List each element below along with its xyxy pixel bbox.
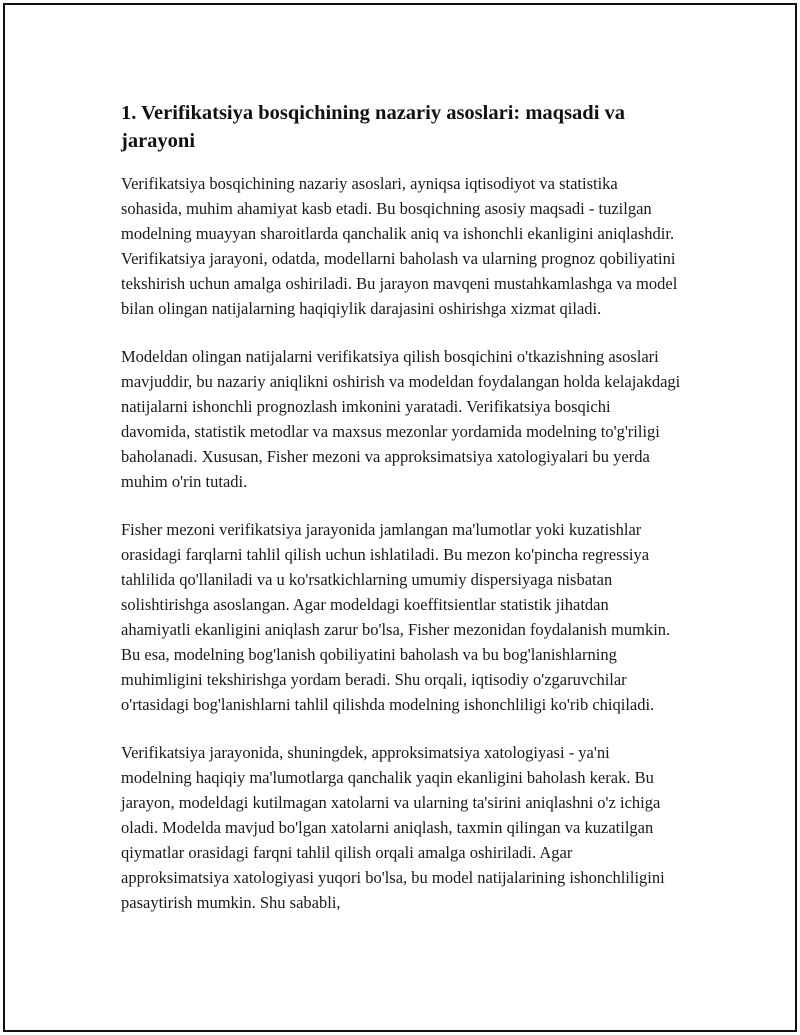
section-heading: 1. Verifikatsiya bosqichining nazariy asoslari: maqsadi va jarayoni xyxy=(121,102,626,152)
page-frame xyxy=(3,3,797,1032)
paragraph: Verifikatsiya bosqichining nazariy asoslari, ayniqsa iqtisodiyot va statistika sohasida, muhim ahamiyat kasb etadi. Bu bosqichning asosiy maqsadi - tuzilgan modelning muayyan sharoitlarda qanchalik aniq va ishonchli ekanligini aniqlashdir. Verifikatsiya jarayoni, odatda, modellarni baholash va ularning prognoz qobiliyatini tekshirish uchun amalga oshiriladi. Bu jarayon mavqeni mustahkamlashga va model bilan olingan natijalarning haqiqiylik darajasini oshirishga xizmat qiladi. xyxy=(121,174,678,318)
paragraph: Verifikatsiya jarayonida, shuningdek, approksimatsiya xatologiyasi - ya'ni modelning haqiqiy ma'lumotlarga qanchalik yaqin ekanligini baholash kerak. Bu jarayon, modeldagi kutilmagan xatolarni va ularning ta'sirini aniqlashni o'z ichiga oladi. Modelda mavjud bo'lgan xatolarni aniqlash, taxmin qilingan va kuzatilgan qiymatlar orasidagi farqni tahlil qilish orqali amalga oshiriladi. Agar approksimatsiya xatologiyasi yuqori bo'lsa, bu model natijalarining ishonchliligini pasaytirish mumkin. Shu sababli, xyxy=(121,743,665,912)
document-body xyxy=(121,99,681,938)
paragraph: Modeldan olingan natijalarni verifikatsiya qilish bosqichini o'tkazishning asoslari mavjuddir, bu nazariy aniqlikni oshirish va modeldan foydalangan holda kelajakdagi natijalarni ishonchli prognozlash imkonini yaratadi. Verifikatsiya bosqichi davomida, statistik metodlar va maxsus mezonlar yordamida modelning to'g'riligi baholanadi. Xususan, Fisher mezoni va approksimatsiya xatologiyalari bu yerda muhim o'rin tutadi. xyxy=(121,347,681,491)
paragraph: Fisher mezoni verifikatsiya jarayonida jamlangan ma'lumotlar yoki kuzatishlar orasidagi farqlarni tahlil qilish uchun ishlatiladi. Bu mezon ko'pincha regressiya tahlilida qo'llaniladi va u ko'rsatkichlarning umumiy dispersiyaga nisbatan solishtirishga asoslangan. Agar modeldagi koeffitsientlar statistik jihatdan ahamiyatli ekanligini aniqlash zarur bo'lsa, Fisher mezonidan foydalanish mumkin. Bu esa, modelning bog'lanish qobiliyatini baholash va bu bog'lanishlarning muhimligini tekshirishga yordam beradi. Shu orqali, iqtisodiy o'zgaruvchilar o'rtasidagi bog'lanishlarni tahlil qilishda modelning ishonchliligi ko'rib chiqiladi. xyxy=(121,520,671,714)
